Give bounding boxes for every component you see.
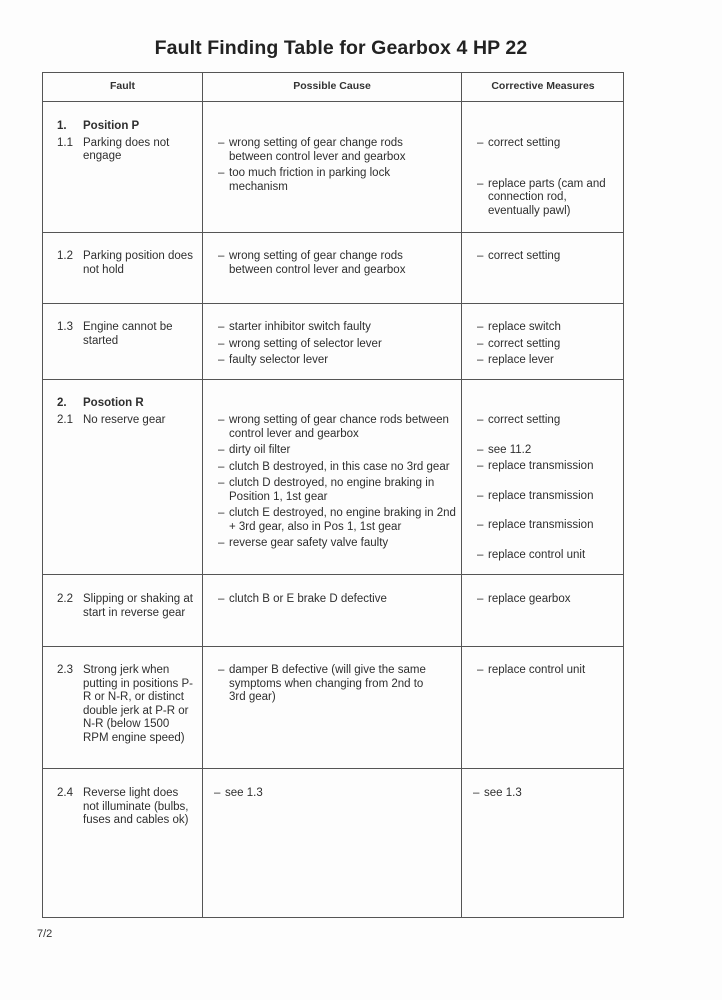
cause-cell bbox=[218, 137, 408, 197]
bullet-dash: – bbox=[477, 593, 484, 605]
measures-cell bbox=[477, 664, 622, 681]
page-title: Fault Finding Table for Gearbox 4 HP 22 bbox=[154, 37, 528, 59]
number-text: 2.3 bbox=[57, 664, 73, 676]
measure-text: replace lever bbox=[488, 354, 554, 366]
bullet-dash: – bbox=[477, 519, 484, 531]
cause-text: clutch B destroyed, in this case no 3rd gear bbox=[229, 460, 450, 473]
measure-text: replace transmission bbox=[488, 489, 594, 502]
cause-item bbox=[214, 787, 444, 801]
fault-finding-table bbox=[42, 72, 624, 918]
bullet-dash: – bbox=[477, 443, 484, 456]
measure-text: replace transmission bbox=[488, 460, 594, 472]
number-text: 2.1 bbox=[57, 413, 73, 426]
cause-item bbox=[218, 477, 458, 504]
row-divider bbox=[43, 646, 623, 647]
cause-text: faulty selector lever bbox=[229, 354, 329, 366]
measures-cell bbox=[477, 250, 617, 267]
column-divider bbox=[461, 73, 462, 917]
header-fault: Fault bbox=[109, 80, 136, 92]
cause-text: starter inhibitor switch faulty bbox=[229, 321, 371, 333]
fault-cell bbox=[57, 664, 197, 745]
number-text: 1.1 bbox=[57, 136, 73, 149]
row-divider bbox=[43, 232, 623, 233]
bullet-dash: – bbox=[218, 460, 225, 473]
fault-text: Slipping or shaking at start in reverse gear bbox=[83, 593, 193, 619]
fault-cell bbox=[57, 787, 197, 828]
measure-text: correct setting bbox=[488, 414, 561, 426]
row-divider bbox=[43, 574, 623, 575]
label-text: Position P bbox=[83, 120, 140, 132]
number-text: 2.2 bbox=[57, 593, 73, 605]
measure-text: replace transmission bbox=[488, 519, 594, 531]
cause-cell bbox=[218, 414, 458, 554]
cause-item bbox=[218, 338, 448, 352]
cause-item bbox=[218, 414, 458, 441]
cause-item bbox=[218, 354, 448, 368]
cause-text: too much friction in parking lock mechanism bbox=[229, 167, 391, 193]
measure-text: replace parts (cam and connection rod, eventually pawl) bbox=[488, 177, 606, 217]
cause-text: dirty oil filter bbox=[229, 444, 291, 456]
bullet-dash: – bbox=[218, 444, 225, 456]
measure-item bbox=[477, 664, 622, 678]
cause-cell bbox=[218, 321, 448, 371]
fault-text: Parking position does not hold bbox=[83, 250, 193, 276]
fault-text: No reserve gear bbox=[83, 413, 166, 426]
bullet-dash: – bbox=[477, 664, 484, 676]
measure-text: replace control unit bbox=[488, 664, 586, 676]
bullet-dash: – bbox=[218, 593, 225, 605]
fault-cell bbox=[57, 120, 197, 164]
measure-item bbox=[477, 490, 622, 504]
measure-item bbox=[477, 137, 617, 151]
measures-cell bbox=[477, 321, 617, 371]
label-text: Posotion R bbox=[83, 397, 144, 409]
fault-cell bbox=[57, 321, 197, 348]
cause-text: see 1.3 bbox=[225, 787, 263, 799]
header-possible-cause: Possible Cause bbox=[293, 80, 371, 92]
cause-text: wrong setting of selector lever bbox=[229, 337, 382, 350]
bullet-dash: – bbox=[218, 354, 225, 366]
cause-text: clutch D destroyed, no engine braking in Position 1, 1st gear bbox=[229, 477, 435, 503]
row-divider bbox=[43, 303, 623, 304]
bullet-dash: – bbox=[477, 548, 484, 561]
fault-text: Engine cannot be started bbox=[83, 321, 173, 347]
fault-text: Parking does not engage bbox=[83, 136, 170, 162]
cause-item bbox=[218, 250, 408, 277]
fault-cell bbox=[57, 593, 197, 620]
bullet-dash: – bbox=[477, 489, 484, 502]
bullet-dash: – bbox=[218, 167, 225, 179]
bullet-dash: – bbox=[477, 137, 484, 149]
measure-item bbox=[477, 354, 617, 368]
cause-text: wrong setting of gear change rods between control lever and gearbox bbox=[229, 137, 406, 163]
row-divider bbox=[43, 379, 623, 380]
bullet-dash: – bbox=[218, 477, 225, 489]
measure-item bbox=[477, 519, 622, 533]
number-text: 1. bbox=[57, 120, 67, 132]
bullet-dash: – bbox=[218, 537, 225, 549]
header-corrective-measures: Corrective Measures bbox=[491, 80, 595, 92]
measures-cell bbox=[477, 593, 617, 610]
bullet-dash: – bbox=[477, 321, 484, 333]
cause-cell bbox=[214, 787, 444, 804]
section-heading bbox=[57, 397, 197, 411]
measure-text: replace control unit bbox=[488, 548, 586, 561]
measures-cell bbox=[473, 787, 613, 804]
measure-item bbox=[477, 593, 617, 607]
measure-text: correct setting bbox=[488, 337, 561, 350]
bullet-dash: – bbox=[477, 337, 484, 350]
page-number: 7/2 bbox=[37, 928, 53, 940]
measure-text: see 11.2 bbox=[488, 443, 532, 456]
measure-text: replace switch bbox=[488, 321, 561, 333]
bullet-dash: – bbox=[218, 414, 225, 426]
cause-item bbox=[218, 167, 408, 194]
cause-text: damper B defective (will give the same symptoms when changing from 2nd to 3rd gear) bbox=[229, 664, 426, 703]
measure-text: correct setting bbox=[488, 250, 561, 262]
bullet-dash: – bbox=[218, 321, 225, 333]
row-divider bbox=[43, 768, 623, 769]
measure-item bbox=[477, 460, 622, 474]
measure-text: see 1.3 bbox=[484, 787, 522, 799]
cause-cell bbox=[218, 664, 428, 708]
cause-cell bbox=[218, 250, 408, 280]
measure-item bbox=[477, 250, 617, 264]
bullet-dash: – bbox=[218, 137, 225, 149]
cause-text: clutch B or E brake D defective bbox=[229, 593, 387, 605]
cause-item bbox=[218, 537, 458, 551]
measure-item bbox=[473, 787, 613, 801]
cause-cell bbox=[218, 593, 448, 610]
number-text: 2.4 bbox=[57, 787, 73, 799]
cause-item bbox=[218, 321, 448, 335]
measure-item bbox=[477, 414, 622, 428]
cause-item bbox=[218, 461, 458, 475]
cause-text: clutch E destroyed, no engine braking in 2nd + 3rd gear, also in Pos 1, 1st gear bbox=[229, 507, 456, 533]
measure-text: correct setting bbox=[488, 137, 561, 149]
number-text: 2. bbox=[57, 397, 67, 409]
bullet-dash: – bbox=[218, 250, 225, 262]
bullet-dash: – bbox=[218, 507, 225, 519]
measures-cell bbox=[477, 137, 617, 221]
cause-text: wrong setting of gear chance rods between control lever and gearbox bbox=[229, 414, 449, 440]
measure-item bbox=[477, 321, 617, 335]
cause-item bbox=[218, 664, 428, 705]
bullet-dash: – bbox=[477, 414, 484, 426]
header-divider bbox=[43, 101, 623, 102]
measures-cell bbox=[477, 414, 622, 565]
cause-item bbox=[218, 137, 408, 164]
bullet-dash: – bbox=[477, 250, 484, 262]
bullet-dash: – bbox=[477, 177, 484, 190]
fault-text: Reverse light does not illuminate (bulbs, fuses and cables ok) bbox=[83, 787, 189, 826]
measure-item bbox=[477, 549, 622, 563]
cause-item bbox=[218, 593, 448, 607]
bullet-dash: – bbox=[473, 787, 480, 799]
number-text: 1.3 bbox=[57, 321, 73, 333]
cause-text: wrong setting of gear change rods between control lever and gearbox bbox=[229, 250, 406, 276]
bullet-dash: – bbox=[214, 787, 221, 799]
fault-text: Strong jerk when putting in positions P-R or N-R, or distinct double jerk at P-R or N-R (below 1500 RPM engine speed) bbox=[83, 664, 193, 744]
bullet-dash: – bbox=[477, 460, 484, 472]
fault-cell bbox=[57, 250, 197, 277]
bullet-dash: – bbox=[218, 664, 225, 676]
column-divider bbox=[202, 73, 203, 917]
measure-item bbox=[477, 178, 617, 219]
cause-text: reverse gear safety valve faulty bbox=[229, 537, 389, 549]
measure-text: replace gearbox bbox=[488, 593, 571, 605]
number-text: 1.2 bbox=[57, 250, 73, 262]
bullet-dash: – bbox=[477, 354, 484, 366]
measure-item bbox=[477, 444, 622, 458]
measure-item bbox=[477, 338, 617, 352]
bullet-dash: – bbox=[218, 337, 225, 350]
cause-item bbox=[218, 444, 458, 458]
section-heading bbox=[57, 120, 197, 134]
fault-cell bbox=[57, 397, 197, 427]
cause-item bbox=[218, 507, 458, 534]
